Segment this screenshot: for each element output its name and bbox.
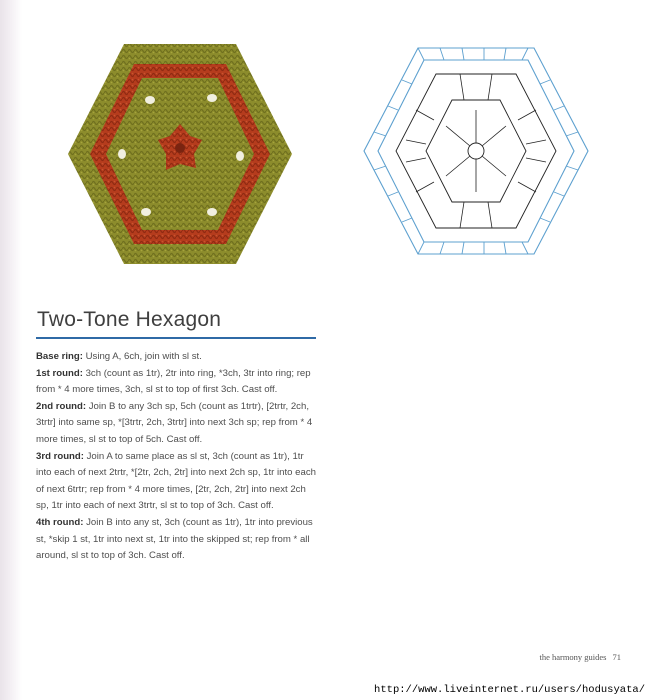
- crochet-chart-diagram: [360, 40, 592, 262]
- page-title: Two-Tone Hexagon: [37, 308, 222, 331]
- round-text: Join A to same place as sl st, 3ch (count as 1tr), 1tr into each of next 2trtr, *[2tr, 2ch, 2tr] into next 2ch sp, 1tr into each of next 6trtr; rep from * 4 more times, [2tr, 2ch, 2tr] into next 2ch sp, 1tr into each of next 3trtr, sl st to top of 3ch. Cast off.: [36, 450, 316, 512]
- round-text: 3ch (count as 1tr), 2tr into ring, *3ch, 3tr into ring; rep from * 4 more times, 3ch, sl st to top of first 3ch. Cast off.: [36, 367, 311, 396]
- round-text: Using A, 6ch, join with sl st.: [82, 351, 202, 362]
- round-label: 2nd round:: [36, 400, 87, 412]
- round-label: Base ring:: [36, 351, 83, 362]
- instruction-round-2: [36, 399, 321, 449]
- instruction-base-ring: [36, 349, 321, 366]
- publisher-name: the harmony guides: [539, 652, 607, 662]
- instruction-round-4: [36, 515, 321, 565]
- chart-inner-black: [396, 74, 556, 228]
- book-spine-shadow: [0, 0, 22, 700]
- page-footer: [539, 652, 621, 662]
- pattern-instructions: [36, 349, 321, 565]
- hexagon-photo: [62, 36, 298, 272]
- instruction-round-1: [36, 366, 321, 399]
- page-number: 71: [612, 652, 621, 662]
- round-text: Join B to any 3ch sp, 5ch (count as 1trtr), [2trtr, 2ch, 3trtr] into same sp, *[3trtr, 2ch, 3trtr] into next 3ch sp; rep from * 4 more times, sl st to top of 5ch. Cast off.: [36, 400, 313, 445]
- source-watermark: http://www.liveinternet.ru/users/hodusyata/: [374, 684, 645, 696]
- round-label: 1st round:: [36, 367, 83, 379]
- round-label: 4th round:: [36, 516, 84, 528]
- title-underline: [36, 337, 316, 339]
- instruction-round-3: [36, 449, 321, 515]
- chart-outer-blue: [364, 48, 588, 254]
- round-text: Join B into any st, 3ch (count as 1tr), 1tr into previous st, *skip 1 st, 1tr into next st, 1tr into the skipped st; rep from * all around, sl st to top of 3ch. Cast off.: [36, 516, 313, 562]
- round-label: 3rd round:: [36, 450, 84, 462]
